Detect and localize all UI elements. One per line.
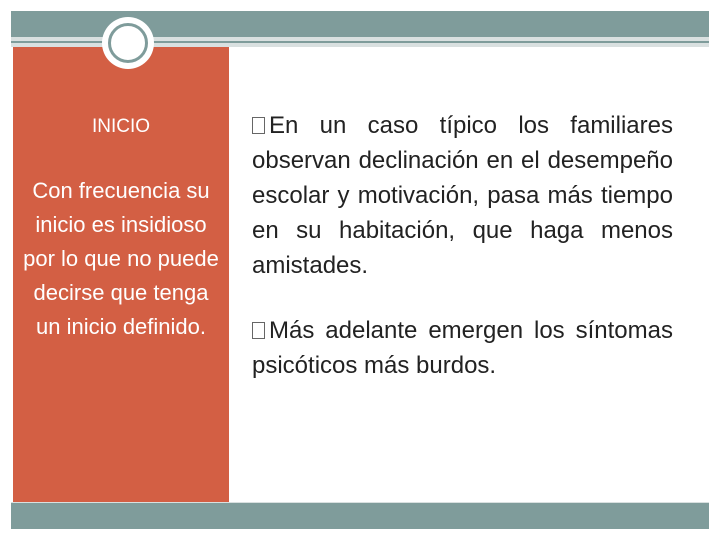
left-panel-body: Con frecuencia su inicio es insidioso por lo que no puede decirse que tenga un inicio definido. xyxy=(23,178,219,339)
bullet-box-icon xyxy=(252,322,265,339)
bottom-bar xyxy=(11,503,709,529)
left-panel-title: INICIO xyxy=(91,116,151,137)
right-panel xyxy=(252,108,673,383)
bullet-paragraph-2 xyxy=(252,313,673,383)
bullet-text-1: En un caso típico los familiares observan declinación en el desempeño escolar y motivación, pasa más tiempo en su habitación, que haga menos amistades. xyxy=(252,112,673,279)
ring-icon-inner xyxy=(108,23,148,63)
bullet-paragraph-1 xyxy=(252,108,673,283)
bullet-box-icon xyxy=(252,117,265,134)
bullet-text-2: Más adelante emergen los síntomas psicóticos más burdos. xyxy=(252,317,673,379)
